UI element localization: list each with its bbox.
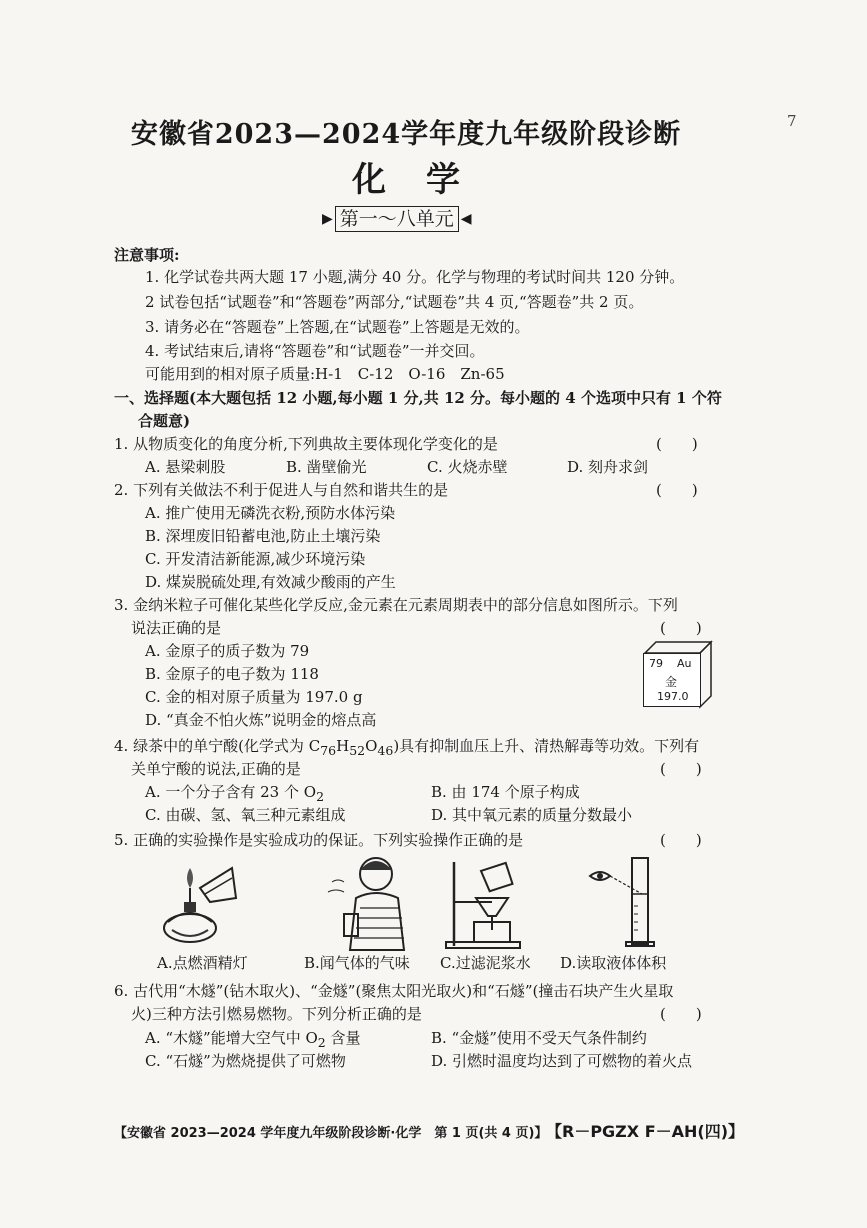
q4-stem: 4. 绿茶中的单宁酸(化学式为 $C_{76}H_{52}O_{46}$)具有抑制血压上升、清热解毒等功效。下列有 <box>114 737 700 758</box>
atomic-number: 79 <box>649 657 663 670</box>
q5-option-a: A.点燃酒精灯 <box>157 954 248 972</box>
footer-page-info: 【安徽省 2023—2024 学年度九年级阶段诊断·化学 第 1 页(共 4 页)】 <box>114 1126 548 1141</box>
q5-option-c: C.过滤泥浆水 <box>440 954 531 972</box>
element-cell-gold <box>643 653 701 707</box>
q1-stem: 1. 从物质变化的角度分析,下列典故主要体现化学变化的是 <box>114 435 498 453</box>
q6-stem: 6. 古代用“木燧”(钻木取火)、“金燧”(聚焦太阳光取火)和“石燧”(撞击石块产生火星取 <box>114 982 674 1000</box>
subject-title: 化学 <box>352 160 500 200</box>
q1-option-a: A. 悬梁刺股 <box>145 458 226 476</box>
q3-option-b: B. 金原子的电子数为 118 <box>145 665 319 683</box>
q1-option-b: B. 凿壁偷光 <box>286 458 367 476</box>
q4-option-d: D. 其中氧元素的质量分数最小 <box>431 806 633 824</box>
atomic-mass-note: 可能用到的相对原子质量:H-1 C-12 O-16 Zn-65 <box>145 365 505 383</box>
q3-stem-cont: 说法正确的是 <box>131 619 222 637</box>
notice-item-2: 2 试卷包括“试题卷”和“答题卷”两部分,“试题卷”共 4 页,“答题卷”共 2 页。 <box>145 293 644 311</box>
q5-option-b: B.闻气体的气味 <box>304 954 410 972</box>
atomic-mass: 197.0 <box>657 690 689 703</box>
q2-answer-slot[interactable]: ( ) <box>656 481 698 499</box>
unit-box: 第一～八单元 <box>335 206 459 232</box>
filtration-illustration <box>444 858 524 950</box>
q6-option-a: A. “木燧”能增大空气中 $O_2$ 含量 <box>145 1029 361 1050</box>
q4-option-b: B. 由 174 个原子构成 <box>431 783 580 801</box>
q6-option-d: D. 引燃时温度均达到了可燃物的着火点 <box>431 1052 693 1070</box>
left-triangle-icon: ▶ <box>322 211 333 227</box>
right-triangle-icon: ◀ <box>460 211 472 227</box>
q1-option-c: C. 火烧赤壁 <box>427 458 508 476</box>
q2-stem: 2. 下列有关做法不利于促进人与自然和谐共生的是 <box>114 481 449 499</box>
q1-answer-slot[interactable]: ( ) <box>656 435 698 453</box>
q1-option-d: D. 刻舟求剑 <box>567 458 649 476</box>
notice-heading: 注意事项: <box>114 246 180 264</box>
q5-option-d: D.读取液体体积 <box>560 954 667 972</box>
q2-option-a: A. 推广使用无磷洗衣粉,预防水体污染 <box>145 504 396 522</box>
q3-answer-slot[interactable]: ( ) <box>660 619 702 637</box>
q5-stem: 5. 正确的实验操作是实验成功的保证。下列实验操作正确的是 <box>114 831 524 849</box>
read-volume-illustration <box>586 854 666 950</box>
notice-item-3: 3. 请务必在“答题卷”上答题,在“试题卷”上答题是无效的。 <box>145 318 530 336</box>
section-heading-cont: 合题意) <box>138 412 191 430</box>
notice-item-4: 4. 考试结束后,请将“答题卷”和“试题卷”一并交回。 <box>145 342 485 360</box>
q4-answer-slot[interactable]: ( ) <box>660 760 702 778</box>
notice-item-1: 1. 化学试卷共两大题 17 小题,满分 40 分。化学与物理的考试时间共 120 分钟。 <box>145 268 685 286</box>
section-heading: 一、选择题(本大题包括 12 小题,每小题 1 分,共 12 分。每小题的 4 个选项中只有 1 个符 <box>114 389 722 407</box>
element-name: 金 <box>665 675 678 689</box>
q3-option-d: D. “真金不怕火炼”说明金的熔点高 <box>145 711 377 729</box>
exam-title: 安徽省2023—2024学年度九年级阶段诊断 <box>130 119 682 150</box>
q5-answer-slot[interactable]: ( ) <box>660 831 702 849</box>
corner-page-mark: 7 <box>787 112 797 130</box>
q6-answer-slot[interactable]: ( ) <box>660 1005 702 1023</box>
q6-option-c: C. “石燧”为燃烧提供了可燃物 <box>145 1052 346 1070</box>
alcohol-lamp-illustration <box>150 858 240 948</box>
q2-option-c: C. 开发清洁新能源,减少环境污染 <box>145 550 366 568</box>
q4-option-c: C. 由碳、氢、氧三种元素组成 <box>145 806 346 824</box>
element-symbol: Au <box>677 657 692 670</box>
q4-stem-cont: 关单宁酸的说法,正确的是 <box>131 760 301 778</box>
q4-option-a: A. 一个分子含有 23 个 $O_2$ <box>145 783 325 804</box>
q3-option-a: A. 金原子的质子数为 79 <box>145 642 310 660</box>
q6-stem-cont: 火)三种方法引燃易燃物。下列分析正确的是 <box>131 1005 422 1023</box>
q2-option-b: B. 深埋废旧铅蓄电池,防止土壤污染 <box>145 527 381 545</box>
unit-label <box>322 206 472 232</box>
q3-option-c: C. 金的相对原子质量为 197.0 g <box>145 688 363 706</box>
q6-option-b: B. “金燧”使用不受天气条件制约 <box>431 1029 647 1047</box>
q2-option-d: D. 煤炭脱硫处理,有效减少酸雨的产生 <box>145 573 396 591</box>
smell-gas-illustration <box>322 852 418 952</box>
footer-code: 【R－PGZX F－AH(四)】 <box>546 1122 745 1141</box>
q3-stem: 3. 金纳米粒子可催化某些化学反应,金元素在元素周期表中的部分信息如图所示。下列 <box>114 596 678 614</box>
